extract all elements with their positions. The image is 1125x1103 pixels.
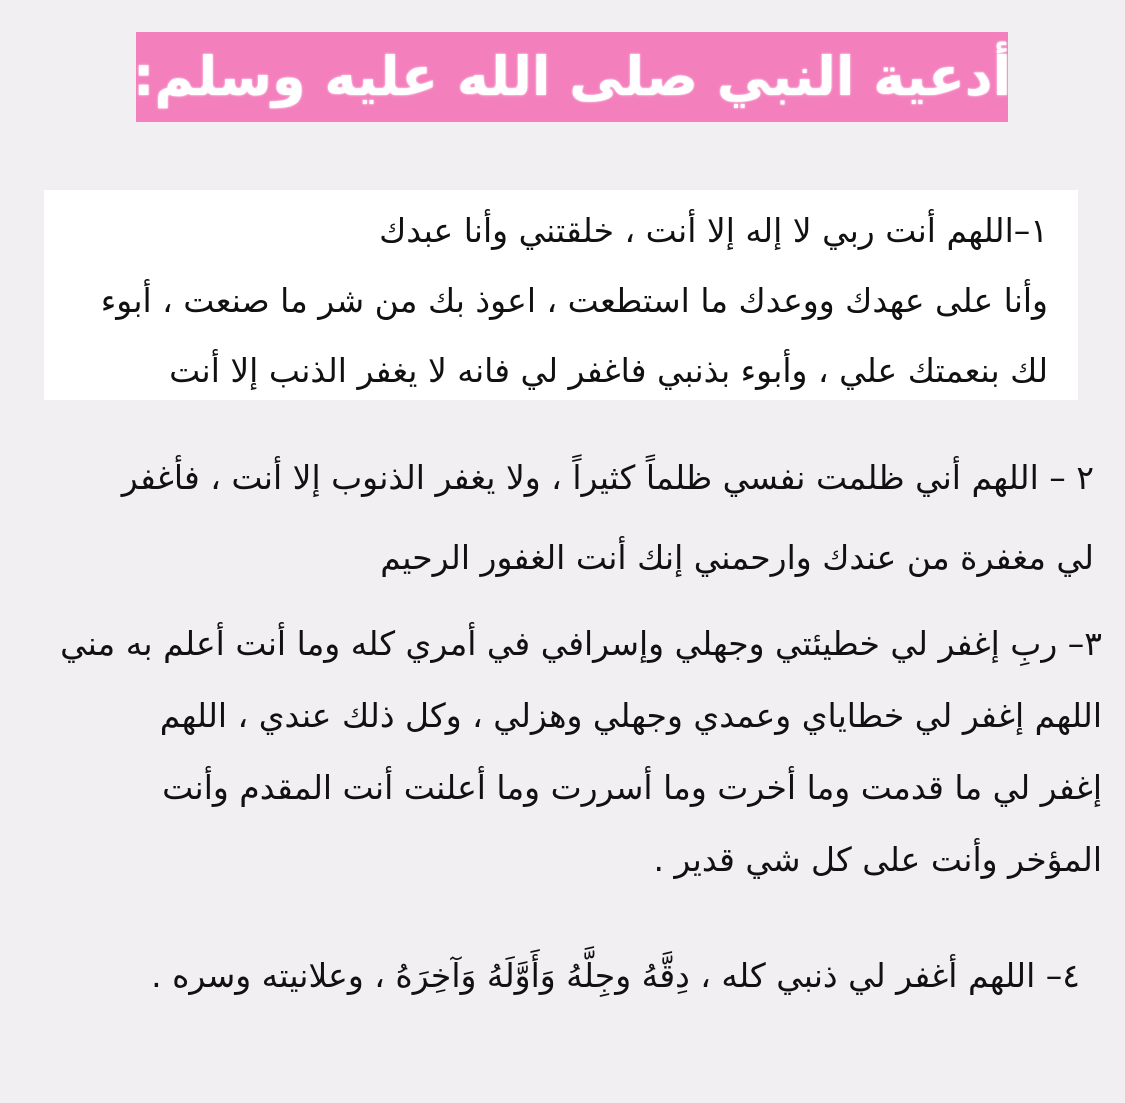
dua-line: المؤخر وأنت على كل شي قدير . <box>653 840 1102 879</box>
dua-line: إغفر لي ما قدمت وما أخرت وما أسررت وما أعلنت أنت المقدم وأنت <box>162 768 1102 807</box>
dua-line: وأنا على عهدك ووعدك ما استطعت ، اعوذ بك من شر ما صنعت ، أبوء <box>100 281 1048 320</box>
dua-3 <box>22 608 1102 896</box>
dua-4 <box>40 940 1080 1012</box>
dua-line: لي مغفرة من عندك وارحمني إنك أنت الغفور الرحيم <box>380 538 1094 577</box>
dua-line: اللهم إغفر لي خطاياي وعمدي وجهلي وهزلي ، وكل ذلك عندي ، اللهم <box>159 696 1102 735</box>
dua-line: لك بنعمتك علي ، وأبوء بذنبي فاغفر لي فانه لا يغفر الذنب إلا أنت <box>169 351 1048 390</box>
dua-2 <box>30 438 1094 598</box>
page-title: أدعية النبي صلى الله عليه وسلم: <box>132 45 1012 108</box>
dua-line: ٤– اللهم أغفر لي ذنبي كله ، دِقَّهُ وجِلَّهُ وَأَوَّلَهُ وَآخِرَهُ ، وعلانيته وسره . <box>151 956 1080 995</box>
dua-line: ١–اللهم أنت ربي لا إله إلا أنت ، خلقتني وأنا عبدك <box>379 211 1048 250</box>
title-banner <box>132 32 1012 122</box>
dua-line: ٢ – اللهم أني ظلمت نفسي ظلماً كثيراً ، ولا يغفر الذنوب إلا أنت ، فأغفر <box>121 458 1094 497</box>
dua-1 <box>44 190 1078 400</box>
dua-line: ٣– ربِ إغفر لي خطيئتي وجهلي وإسرافي في أمري كله وما أنت أعلم به مني <box>60 624 1102 663</box>
